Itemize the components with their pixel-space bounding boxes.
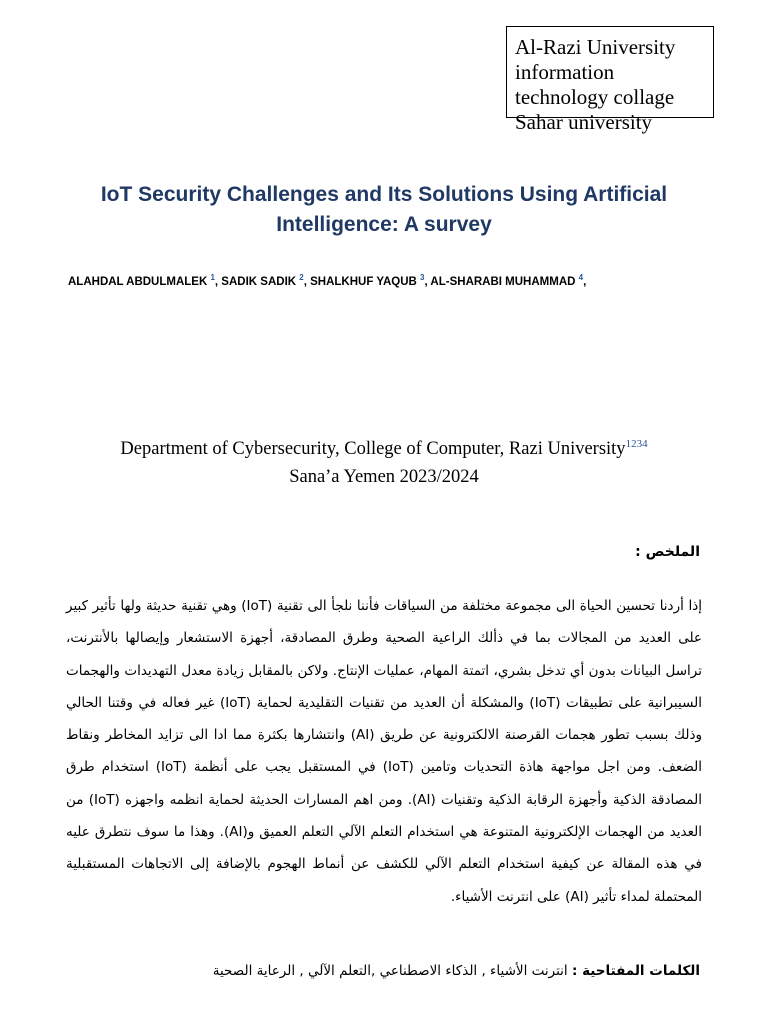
keywords-text: انترنت الأشياء , الذكاء الاصطناعي ,التعلم الآلي , الرعاية الصحية [212,963,572,979]
author-list [68,268,728,292]
affiliation-line-1 [40,430,728,463]
author-name: ALAHDAL ABDULMALEK [68,275,211,288]
affiliation-sup: 1234 [625,438,648,450]
author-affiliation-sup: 1 [210,273,215,282]
keywords-label: الكلمات المفتاحية : [571,963,700,979]
university-line-2: information [515,60,615,84]
abstract-heading: الملخص : [635,544,700,560]
author-affiliation-sup: 3 [420,273,425,282]
university-line-3: technology collage [515,85,675,109]
paper-title: IoT Security Challenges and Its Solutions Using Artificial Intelligence: A survey [100,183,668,236]
affiliation-line-2: Sana’a Yemen 2023/2024 [289,467,479,488]
author-name: , AL-SHARABI MUHAMMAD [424,275,579,288]
author-affiliation-sup: 2 [299,273,304,282]
university-box [506,26,714,134]
university-line-4: Sahar university [515,110,653,134]
keywords [64,960,700,982]
author-name: , SHALKHUF YAQUB [303,275,421,288]
author-affiliation-sup: 4 [578,273,584,282]
author-name: , SADIK SADIK [214,275,300,288]
affiliation-department: Department of Cybersecurity, College of Computer, Razi University [120,439,626,460]
abstract-body: إذا أردنا تحسين الحياة الى مجموعة مختلفة من السياقات فأننا نلجأ الى تقنية (IoT) وهي تقنية حديثة ولها تأثير كبير على العديد من المجالات بما في ذألك الراعية الصحية وطرق المصادقة، أجهزة الاستشعار وإيصالها بالأنترنت، تراسل البيانات بدون أي تدخل بشري، اتمتة المهام، عمليات الإنتاج. ولاكن بالمقابل زيادة معدل التهديدات والهجمات السيبرانية على تطبيقات (IoT) والمشكلة أن العديد من تقنيات التقليدية لحماية (IoT) غير فعاله في وقتنا الحالي وذلك بسبب تطور هجمات القرصنة الالكترونية عن طريق (AI) وانتشارها بكثرة مما ادا الى تزايد المخاطر ونقاط الضعف. ومن اجل مواجهة هاذة التحديات وتامين (IoT) في المستقبل يجب على أنظمة (IoT) استخدام طرق المصادقة الذكية وأجهزة الرقابة الذكية وتقنيات (AI). ومن اهم المسارات الحديثة لحماية انظمه واجهزه (IoT) من العديد من الهجمات الإلكترونية المتنوعة هي استخدام التعلم الآلي التعلم العميق و(AI). وهذا ما سوف نتطرق عليه في هذه المقالة عن كيفية استخدام التعلم الآلي للكشف عن أنماط الهجوم بالإضافة إلى الاتجاهات المستقبلية المحتملة لمداء تأثير (AI) على انترنت الأشياء. [66,598,703,905]
authors-trailing-comma: , [583,275,587,288]
affiliation [40,430,728,491]
university-line-1: Al-Razi University [515,35,676,59]
